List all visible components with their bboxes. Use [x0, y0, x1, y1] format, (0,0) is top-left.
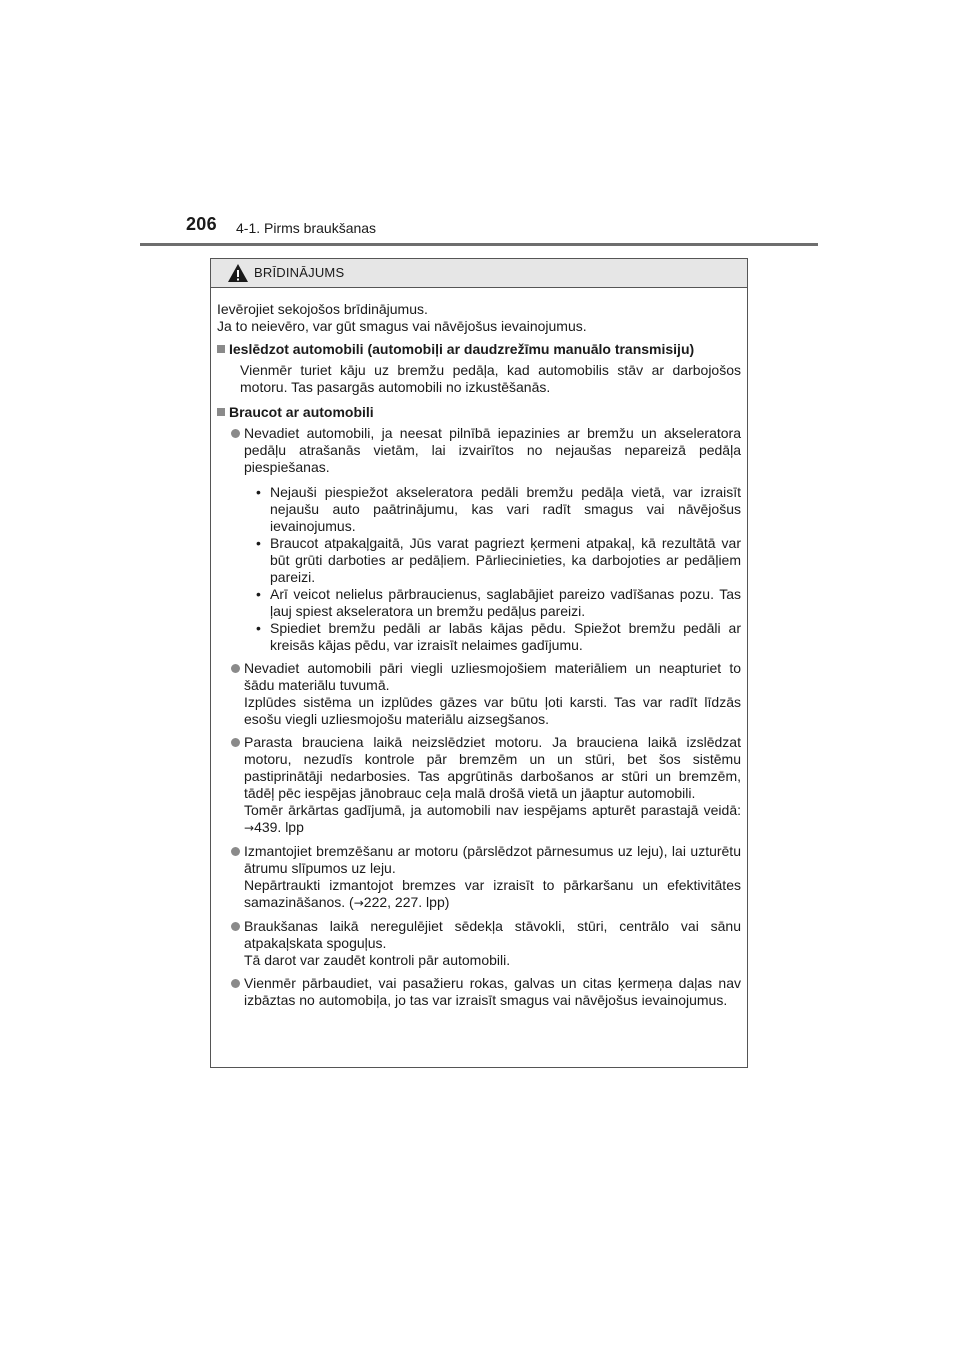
- warning-box: [210, 258, 748, 1068]
- page-reference: 222, 227. lpp): [363, 894, 450, 910]
- intro-line: Ja to neievēro, var gūt smagus vai nāvējošus ievainojumus.: [217, 318, 587, 334]
- bullet-extra-text: [244, 877, 741, 912]
- bullet-text: Nevadiet automobili, ja neesat pilnībā iepazinies ar bremžu un akseleratora pedāļu atrašanās vietām, lai izvairītos no nejaušas nepareizā pedāļa piespiešanas.: [244, 425, 741, 475]
- dot-marker-icon: •: [256, 535, 261, 551]
- bullet-extra-text-part: Tomēr ārkārtas gadījumā, ja automobili nav iespējams apturēt parastajā veidā:: [244, 802, 741, 818]
- section-heading: [217, 341, 741, 358]
- sub-bullet-text: Braucot atpakaļgaitā, Jūs varat pagriezt ķermeni atpakaļ, kā rezultātā var būt grūti darboties ar pedāļiem. Pārliecinieties, ka darbojoties ar pedāļiem pareizi.: [270, 535, 741, 585]
- square-bullet-icon: [217, 408, 225, 416]
- section-starting: [217, 341, 741, 396]
- warning-triangle-icon: [227, 263, 249, 283]
- circle-bullet-icon: [231, 922, 240, 931]
- header-rule: [140, 243, 818, 246]
- warning-intro: [217, 301, 741, 335]
- section-heading-text: Braucot ar automobili: [229, 404, 374, 420]
- bullet-text: Izmantojiet bremzēšanu ar motoru (pārslēdzot pārnesumus uz leju), lai uzturētu ātrumu slīpumos uz leju.: [244, 843, 741, 876]
- warning-body: [217, 301, 741, 1015]
- bullet-text: Vienmēr pārbaudiet, vai pasažieru rokas, galvas un citas ķermeņa daļas nav izbāztas no automobiļa, jo tas var izraisīt smagus vai nāvējošus ievainojumus.: [244, 975, 741, 1008]
- bullet-item: [217, 425, 741, 654]
- section-text: Vienmēr turiet kāju uz bremžu pedāļa, kad automobilis stāv ar darbojošos motoru. Tas pasargās automobili no izkustēšanās.: [240, 362, 741, 395]
- circle-bullet-icon: [231, 738, 240, 747]
- arrow-right-icon: →: [353, 896, 364, 910]
- sub-bullet-text: Nejauši piespiežot akseleratora pedāli bremžu pedāļa vietā, var izraisīt nejaušu auto paātrinājumu, kas vari radīt smagus vai nāvējošus ievainojumus.: [270, 484, 741, 534]
- bullet-item: [217, 734, 741, 837]
- bullet-item: [217, 975, 741, 1009]
- warning-title: BRĪDINĀJUMS: [254, 265, 345, 280]
- page-number: 206: [186, 214, 217, 234]
- sub-bullet-text: Spiediet bremžu pedāli ar labās kājas pēdu. Spiežot bremžu pedāli ar kreisās kājas pēdu, var izraisīt nelaimes gadījumu.: [270, 620, 741, 653]
- intro-line: Ievērojiet sekojošos brīdinājumus.: [217, 301, 428, 317]
- dot-marker-icon: •: [256, 586, 261, 602]
- bullet-item: [217, 918, 741, 969]
- square-bullet-icon: [217, 345, 225, 353]
- warning-header: [211, 259, 747, 288]
- bullet-extra-text-part: Nepārtraukti izmantojot bremzes var izraisīt to pārkaršanu un efektivitātes samazināšanos. (: [244, 877, 741, 910]
- section-driving: [217, 404, 741, 1009]
- bullet-item: [217, 843, 741, 912]
- bullet-text: Parasta brauciena laikā neizslēdziet motoru. Ja brauciena laikā izslēdzat motoru, nezudīs kontrole pār bremzēm un un stūri, bet šos sistēmu pastiprinātāji nedarbosies. Tas apgrūtinās darbošanos ar stūri un bremzēm, tādēļ pēc iespējas jānobrauc ceļa malā drošā vietā un jāaptur automobili.: [244, 734, 741, 801]
- bullet-list: [217, 425, 741, 1009]
- circle-bullet-icon: [231, 847, 240, 856]
- section-heading: [217, 404, 741, 421]
- bullet-extra-text: Tā darot var zaudēt kontroli pār automobili.: [244, 952, 511, 968]
- sub-bullet-text: Arī veicot nelielus pārbraucienus, saglabājiet pareizo vadīšanas pozu. Tas ļauj spiest akseleratora un bremžu pedāļus pareizi.: [270, 586, 741, 619]
- circle-bullet-icon: [231, 979, 240, 988]
- bullet-text: Braukšanas laikā neregulējiet sēdekļa stāvokli, stūri, centrālo vai sānu atpakaļskata spoguļus.: [244, 918, 741, 951]
- section-heading-text: Ieslēdzot automobili (automobiļi ar daudzrežīmu manuālo transmisiju): [229, 341, 695, 357]
- circle-bullet-icon: [231, 429, 240, 438]
- arrow-right-icon: →: [244, 821, 255, 835]
- bullet-text: Nevadiet automobili pāri viegli uzliesmojošiem materiāliem un neapturiet to šādu materiālu tuvumā.: [244, 660, 741, 693]
- bullet-item: [217, 660, 741, 728]
- sub-bullet-list: [244, 484, 741, 654]
- bullet-extra-text: Izplūdes sistēma un izplūdes gāzes var būtu ļoti karsti. Tas var radīt līdzās esošu viegli uzliesmojošu materiālu aizsegšanos.: [244, 694, 741, 727]
- sub-bullet-item: [244, 620, 741, 654]
- bullet-extra-text: [244, 802, 741, 837]
- dot-marker-icon: •: [256, 620, 261, 636]
- circle-bullet-icon: [231, 664, 240, 673]
- sub-bullet-item: [244, 535, 741, 586]
- sub-bullet-item: [244, 586, 741, 620]
- page-reference: 439. lpp: [254, 819, 304, 835]
- dot-marker-icon: •: [256, 484, 261, 500]
- section-title: 4-1. Pirms braukšanas: [236, 220, 377, 236]
- sub-bullet-item: [244, 484, 741, 535]
